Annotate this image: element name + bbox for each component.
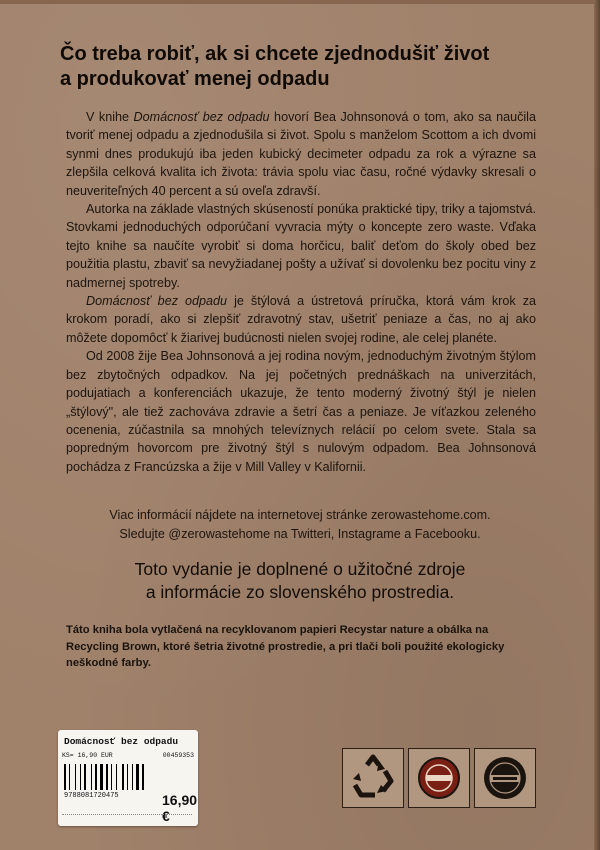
barcode-bar [100, 764, 103, 790]
headline [60, 42, 560, 92]
barcode-bar [67, 764, 68, 790]
headline-line-2: a produkovať menej odpadu [60, 68, 330, 90]
book-title-italic: Domácnosť bez odpadu [133, 110, 270, 124]
barcode-bar [109, 764, 110, 790]
recycle-line-1: Táto kniha bola vytlačená na recyklovanom papieri Recystar nature a obálka na [66, 624, 489, 636]
barcode-bar [75, 764, 76, 790]
barcode-bar [98, 764, 99, 790]
barcode-bar [91, 764, 92, 790]
barcode-bar [125, 764, 126, 790]
barcode-bar [116, 764, 117, 790]
isbn: 9788081720475 [64, 792, 119, 800]
price-sticker [58, 730, 198, 826]
barcode-bar [80, 764, 81, 790]
barcode-bar [64, 764, 66, 790]
recycle-line-3: neškodné farby. [66, 657, 151, 669]
website-info [60, 506, 540, 543]
barcode-bar [71, 764, 74, 790]
book-title-italic: Domácnosť bez odpadu [86, 294, 228, 309]
recycle-line-2: Recycling Brown, ktoré šetria životné prostredie, a pri tlači boli použité ekologicky [66, 640, 505, 653]
barcode-bar [69, 764, 70, 790]
sticker-price-small: KS= 16,90 EUR [62, 752, 113, 759]
recycled-paper-note [66, 622, 546, 672]
barcode-bar [140, 764, 141, 790]
p1-post: hovorí Bea Johnsonová o tom, ako sa naučila tvoriť menej odpadu a zjednodušila si život. Spolu s manželom Scottom a ich dvomi synmi dnes produkujú iba jeden kubický decimeter odpadu za rok a výrazne sa zlepšila celková kvalita ich života: trávia spolu viac času, ročné výdavky skresali o neuveriteľných 40 percent a sú oveľa zdravší. [66, 110, 536, 198]
blurb-paragraph-1 [66, 108, 536, 200]
headline-line-1: Čo treba robiť, ak si chcete zjednodušiť život [60, 43, 490, 65]
edition-note [60, 558, 540, 604]
barcode-bar [93, 764, 94, 790]
barcode-bar [145, 764, 146, 790]
blurb-body [66, 108, 536, 476]
barcode-bar [87, 764, 90, 790]
barcode-bar [77, 764, 79, 790]
sticker-info-row [62, 752, 194, 759]
edition-line-1: Toto vydanie je doplnené o užitočné zdroje [134, 559, 466, 579]
barcode-bar [142, 764, 144, 790]
blurb-paragraph-2: Autorka na základe vlastných skúseností ponúka praktické tipy, triky a tajomstvá. Stovkami jednoduchých odporúčaní vyvracia mýty o koncepte zero waste. Vďaka tejto knihe sa naučíte vyrobiť si doma horčicu, baliť deťom do školy obed bez použitia plastu, zbaviť sa nevyžiadanej pošty a užívať si dovolenku bez pocitu viny z nadmernej spotreby. [66, 202, 536, 290]
social-line: Sledujte @zerowastehome na Twitteri, Instagrame a Facebooku. [119, 526, 481, 541]
blurb-paragraph-4: Od 2008 žije Bea Johnsonová a jej rodina novým, jednoduchým životným štýlom bez zbytočných odpadkov. Na jej početných prednáškach na univerzitách, podujatiach a konferenciách ukazuje, že tento moderný životný štýl je nielen „štýlový", ale tiež zachováva zdravie a šetrí čas a peniaze. Je víťazkou zeleného ocenenia, zúčastnila sa mnohých televíznych relácií po celom svete. Stala sa popredným hovorcom pre životný štýl s nulovým odpadom. Bea Johnsonová pochádza z Francúzska a žije v Mill Valley v Kalifornii. [66, 349, 536, 474]
barcode-bar [104, 764, 105, 790]
edition-line-2: a informácie zo slovenského prostredia. [145, 582, 455, 602]
barcode-bar [106, 764, 108, 790]
barcode-bar [111, 764, 112, 790]
iso-9001-icon [474, 748, 536, 808]
barcode-bar [118, 764, 121, 790]
sticker-code: 00459353 [162, 752, 194, 759]
eco-seal-icon [408, 748, 470, 808]
barcode-bar [127, 764, 128, 790]
barcode [64, 764, 154, 790]
barcode-bar [95, 764, 97, 790]
cover-top-edge [0, 0, 600, 4]
sticker-footer-line [62, 814, 192, 821]
price: 16,90 € [162, 792, 198, 824]
p1-pre: V knihe [86, 110, 134, 124]
barcode-bar [84, 764, 86, 790]
barcode-bar [129, 764, 131, 790]
website-line: Viac informácií nájdete na internetovej stránke zerowastehome.com. [109, 508, 491, 522]
blurb-paragraph-3 [66, 292, 536, 347]
barcode-bar [134, 764, 135, 790]
cover-right-edge [594, 0, 600, 850]
sticker-title: Domácnosť bez odpadu [64, 736, 179, 747]
barcode-bar [132, 764, 133, 790]
barcode-bar [113, 764, 115, 790]
barcode-bar [122, 764, 124, 790]
recycling-icon [342, 748, 404, 808]
barcode-bar [136, 764, 139, 790]
barcode-bar [82, 764, 83, 790]
p3-post: je štýlová a ústretová príručka, ktorá vám krok za krokom poradí, ako si zlepšiť zdravotný stav, ušetriť peniaze a čas, no aj ako môžete dopomôcť k žiarivej budúcnosti nielen svojej rodine, ale celej planéte. [66, 294, 536, 345]
